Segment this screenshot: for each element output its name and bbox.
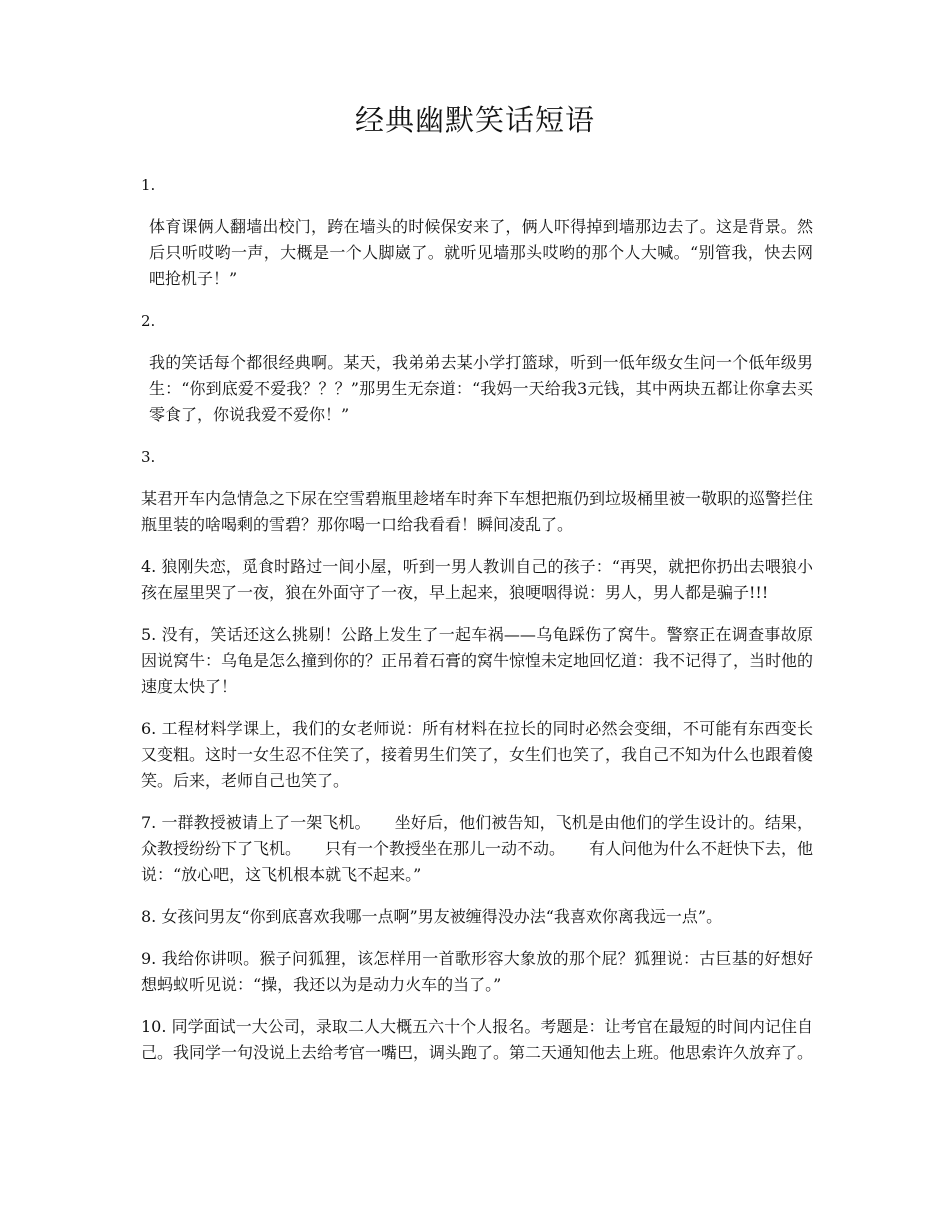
item-text-3: 某君开车内急情急之下尿在空雪碧瓶里趁堵车时奔下车想把瓶仍到垃圾桶里被一敬职的巡警拦住瓶里装的啥喝剩的雪碧？那你喝一口给我看看！瞬间凌乱了。 [141,489,814,534]
item-5: 5. 没有，笑话还这么挑剔！公路上发生了一起车祸——乌龟踩伤了窝牛。警察正在调查事故原因说窝牛：乌龟是怎么撞到你的？正吊着石膏的窝牛惊惶未定地回忆道：我不记得了，当时他的速度太快了！ [141,625,814,696]
item-6: 6. 工程材料学课上，我们的女老师说：所有材料在拉长的同时必然会变细，不可能有东西变长又变粗。这时一女生忍不住笑了，接着男生们笑了，女生们也笑了，我自己不知为什么也跟着傻笑。后来，老师自己也笑了。 [141,719,814,790]
item-7: 7. 一群教授被请上了一架飞机。 坐好后，他们被告知，飞机是由他们的学生设计的。结果，众教授纷纷下了飞机。 只有一个教授坐在那儿一动不动。 有人问他为什么不赶快下去，他说：“放心吧，这飞机根本就飞不起来。” [141,813,814,884]
item-number-1: 1. [141,176,156,194]
item-number-2: 2. [141,312,156,330]
item-9: 9. 我给你讲呗。猴子问狐狸，该怎样用一首歌形容大象放的那个屁？狐狸说：古巨基的好想好想蚂蚁听见说：“操，我还以为是动力火车的当了。” [141,949,813,994]
item-4: 4. 狼刚失恋，觅食时路过一间小屋，听到一男人教训自己的孩子：“再哭，就把你扔出去喂狼小孩在屋里哭了一夜，狼在外面守了一夜，早上起来，狼哽咽得说：男人，男人都是骗子!!! [141,557,813,602]
item-8: 8. 女孩问男友“你到底喜欢我哪一点啊”男友被缠得没办法“我喜欢你离我远一点”。 [141,907,723,926]
item-10: 10. 同学面试一大公司，录取二人大概五六十个人报名。考题是：让考官在最短的时间内记住自己。我同学一句没说上去给考官一嘴巴，调头跑了。第二天通知他去上班。他思索许久放弃了。 [141,1017,814,1062]
item-number-3: 3. [141,448,156,466]
document-title: 经典幽默笑话短语 [354,103,595,137]
item-text-1: 体育课俩人翻墙出校门，跨在墙头的时候保安来了，俩人吓得掉到墙那边去了。这是背景。然后只听哎哟一声，大概是一个人脚崴了。就听见墙那头哎哟的那个人大喊。“别管我，快去网吧抢机子！” [149,217,813,288]
item-text-2: 我的笑话每个都很经典啊。某天，我弟弟去某小学打篮球，听到一低年级女生问一个低年级男生：“你到底爱不爱我？？？”那男生无奈道：“我妈一天给我3元钱，其中两块五都让你拿去买零食了，你说我爱不爱你！” [149,353,813,424]
document-body [141,172,813,1082]
